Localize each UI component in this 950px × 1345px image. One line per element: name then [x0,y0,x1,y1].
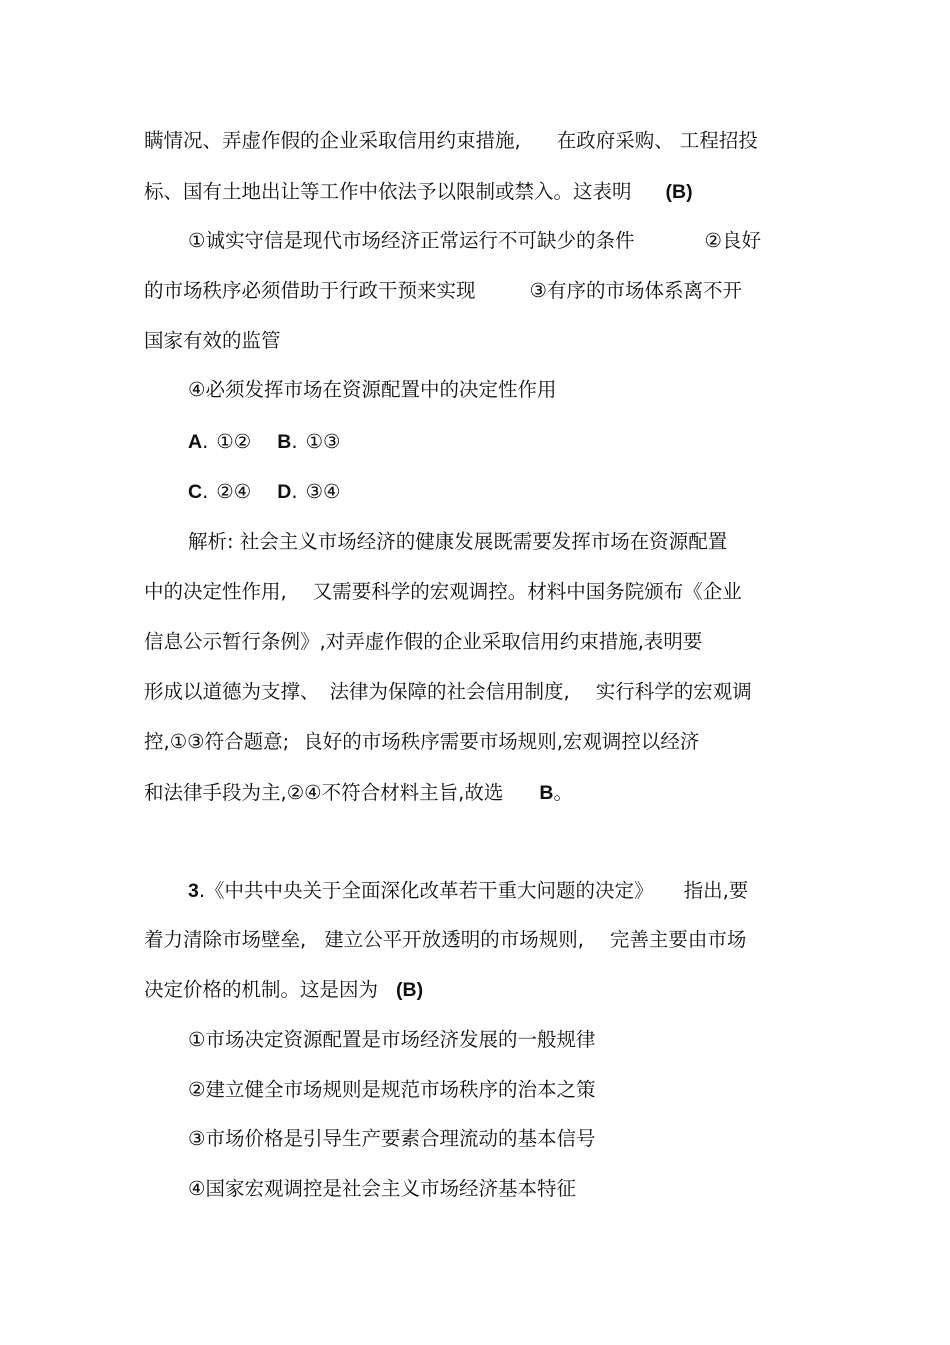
q2-choices-cd: C. ②④ D. ③④ [188,480,341,503]
q3-stem-line-1: 3.《中共中央关于全面深化改革若干重大问题的决定》 指出,要 [188,879,749,902]
q2-stem-line-2: 标、国有土地出让等工作中依法予以限制或禁入。这表明 (B) [144,180,693,203]
q3-stem-line-2: 着力清除市场壁垒, 建立公平开放透明的市场规则, 完善主要由市场 [144,928,747,951]
choice-d-value: ③④ [305,480,341,503]
q2-analysis-line-1: 解析: 社会主义市场经济的健康发展既需要发挥市场在资源配置 [188,530,728,553]
q3-stem-line-3: 决定价格的机制。这是因为 (B) [144,978,424,1001]
q2-option-3-line: 国家有效的监管 [144,329,281,352]
choice-a-value: ①② [216,430,252,453]
q3-option-1: ①市场决定资源配置是市场经济发展的一般规律 [188,1028,596,1051]
q2-analysis-line-2: 中的决定性作用, 又需要科学的宏观调控。材料中国务院颁布《企业 [144,580,742,603]
q3-answer: (B) [396,979,424,1001]
choice-c-value: ②④ [216,480,252,503]
q2-choices-ab: A. ①② B. ①③ [188,430,341,453]
q3-option-2: ②建立健全市场规则是规范市场秩序的治本之策 [188,1078,596,1101]
q2-stem-line-1: 瞒情况、弄虚作假的企业采取信用约束措施, 在政府采购、 工程招投 [144,129,758,152]
choice-b-value: ①③ [305,430,341,453]
q2-analysis-line-5: 控,①③符合题意; 良好的市场秩序需要市场规则,宏观调控以经济 [144,730,700,753]
q3-option-4: ④国家宏观调控是社会主义市场经济基本特征 [188,1177,576,1200]
choice-b-label: B [277,431,292,453]
choice-c-label: C [188,481,203,503]
q2-option-2-line: 的市场秩序必须借助于行政干预来实现 ③有序的市场体系离不开 [144,279,742,302]
q2-analysis-line-6: 和法律手段为主,②④不符合材料主旨,故选 B。 [144,781,573,804]
choice-d-label: D [277,481,292,503]
q3-option-3: ③市场价格是引导生产要素合理流动的基本信号 [188,1127,596,1150]
q3-number: 3 [188,880,199,902]
q2-analysis-line-3: 信息公示暂行条例》,对弄虚作假的企业采取信用约束措施,表明要 [144,630,703,653]
q2-answer: (B) [665,181,693,203]
analysis-answer: B [539,782,554,804]
choice-a-label: A [188,431,203,453]
q2-option-1-line: ①诚实守信是现代市场经济正常运行不可缺少的条件 ②良好 [188,229,761,252]
q2-option-4-line: ④必须发挥市场在资源配置中的决定性作用 [188,378,557,401]
q2-analysis-line-4: 形成以道德为支撑、 法律为保障的社会信用制度, 实行科学的宏观调 [144,680,752,703]
